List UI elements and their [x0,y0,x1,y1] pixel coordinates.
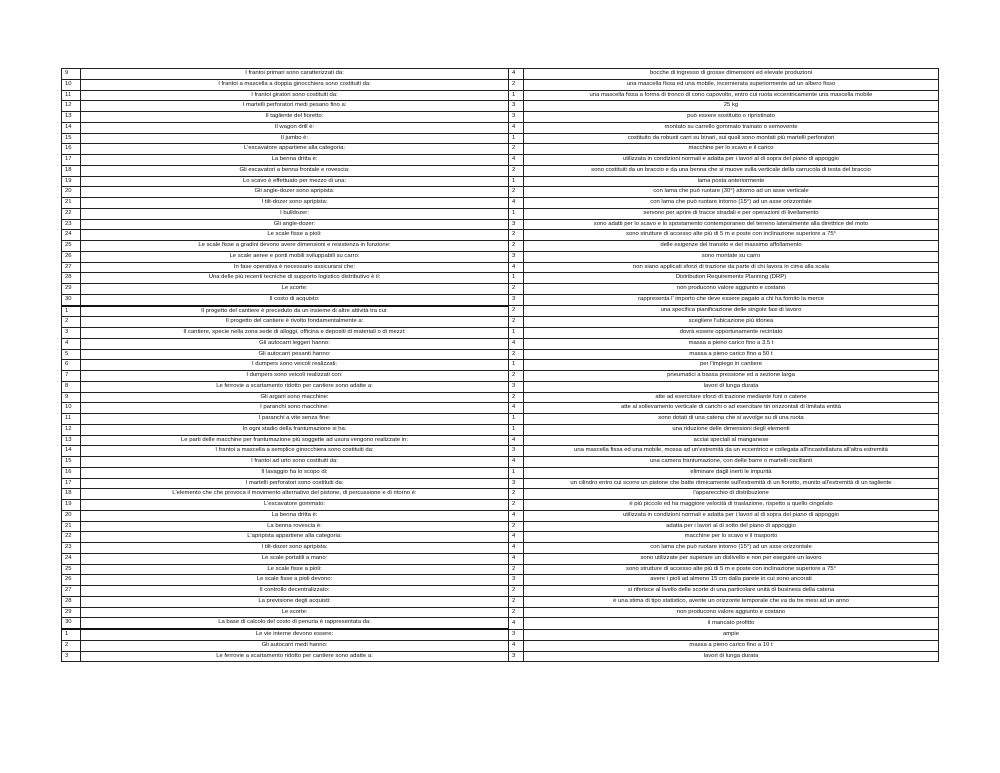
answer-key: 2 [509,489,524,500]
table-row [62,618,939,629]
question-text: Una delle più recenti tecniche di supporto logistico distributivo è il: [81,273,509,284]
table-row [62,198,939,209]
answer-text: una mascella fissa a forma di tronco di cono capovolto, entro cui ruota eccentricamente una mascella mobile [524,90,939,101]
answer-key: 4 [509,155,524,166]
question-number: 24 [62,230,81,241]
question-number: 25 [62,241,81,252]
answer-text: ampie [524,629,939,640]
answer-key: 3 [509,629,524,640]
answer-key: 4 [509,198,524,209]
table-row [62,489,939,500]
answer-text: l'apparecchio di distribuzione [524,489,939,500]
question-text: Le parti delle macchine per frantumazione più soggette ad usura vengono realizzate in: [81,435,509,446]
table-row [62,241,939,252]
table-row [62,424,939,435]
question-text: Le scale fisse a pioli devono: [81,575,509,586]
question-text: I dumpers sono veicoli realizzati: [81,360,509,371]
answer-key: 1 [509,360,524,371]
answer-key: 4 [509,435,524,446]
answer-text: è una stima di tipo statistico, avente un orizzonte temporale che va da tre mesi ad un anno [524,596,939,607]
question-text: L'escavatore gommato: [81,500,509,511]
question-number: 2 [62,640,81,651]
answer-key: 1 [509,328,524,339]
answer-key: 4 [509,338,524,349]
question-text: Gli argani sono macchine: [81,392,509,403]
answer-text: pneumatici a bassa pressione ed a sezione larga [524,371,939,382]
question-number: 14 [62,122,81,133]
table-row [62,586,939,597]
question-number: 21 [62,198,81,209]
answer-key: 3 [509,381,524,392]
table-row [62,371,939,382]
answer-text: sono utilizzate per superare un dislivello e non per eseguire un lavoro [524,553,939,564]
answer-text: utilizzata in condizioni normali e adatta per i lavori al di sopra del piano di appoggio [524,510,939,521]
table-row [62,122,939,133]
answer-text: massa a pieno carico fino a 10 t [524,640,939,651]
question-number: 19 [62,500,81,511]
answer-text: non producono valore aggiunto e costano [524,284,939,295]
table-row [62,467,939,478]
answer-text: eliminare dagli inerti le impurità [524,467,939,478]
answer-text: scegliere l'ubicazione più idonea [524,317,939,328]
question-text: I frantoi ad urto sono costituiti da: [81,457,509,468]
table-row [62,230,939,241]
table-row [62,629,939,640]
question-number: 23 [62,543,81,554]
question-number: 27 [62,262,81,273]
question-text: I martelli perforatori medi pesano fino a: [81,101,509,112]
answer-key: 2 [509,607,524,618]
question-number: 30 [62,294,81,305]
question-text: Le vie interne devono essere: [81,629,509,640]
question-number: 18 [62,489,81,500]
question-number: 18 [62,165,81,176]
table-row [62,478,939,489]
answer-text: sono costituiti da un braccio e da una benna che si muove sulla verticale della carrucola di testa del braccio [524,165,939,176]
question-text: L'elemento che che provoca il movimento alternativo del pistone, di percussione e di ritorno è: [81,489,509,500]
table-row [62,90,939,101]
table-row [62,133,939,144]
answer-text: costituito da robusti carri su binari, sui quali sono montati più martelli perforatori [524,133,939,144]
answer-text: con lama che può ruotare (30°) attorno ad un asse verticale [524,187,939,198]
answer-key: 2 [509,241,524,252]
answer-text: 25 kg [524,101,939,112]
answer-text: massa a pieno carico fino a 3.5 t [524,338,939,349]
answer-text: lama posta anteriormente [524,176,939,187]
question-number: 25 [62,564,81,575]
answer-text: bocche di ingresso di grosse dimensioni ed elevate produzioni [524,69,939,80]
question-number: 2 [62,317,81,328]
answer-key: 2 [509,349,524,360]
table-row [62,349,939,360]
question-text: Il controllo decentralizzato: [81,586,509,597]
answer-text: sono strutture di accesso alte più di 5 m e poste con inclinazione superiore a 75° [524,230,939,241]
question-text: Le scale fisse a gradini devono avere dimensioni e resistenza in funzione: [81,241,509,252]
answer-key: 4 [509,69,524,80]
question-text: I dumpers sono veicoli realizzati con: [81,371,509,382]
question-text: Il cantiere, specie nella zona sede di alloggi, officina e depositi di materiali o di mezzi: [81,328,509,339]
question-text: Il progetto del cantiere è rivolto fondamentalmente a: [81,317,509,328]
question-text: Lo scavo è effettuato per mezzo di una: [81,176,509,187]
question-text: Gli autocarri medi hanno: [81,640,509,651]
question-number: 22 [62,208,81,219]
question-number: 8 [62,381,81,392]
answer-key: 1 [509,176,524,187]
answer-text: il mancato profitto [524,618,939,629]
answer-text: è più piccolo ed ha maggiore velocità di traslazione, rispetto a quello cingolato [524,500,939,511]
table-row [62,294,939,305]
question-text: Il tagliente del fioretto: [81,112,509,123]
question-text: In fase operativa è necessario assicurarsi che: [81,262,509,273]
question-number: 4 [62,338,81,349]
answer-key: 2 [509,521,524,532]
answer-key: 3 [509,112,524,123]
question-number: 1 [62,306,81,317]
question-text: Il lavaggio ha lo scopo di: [81,467,509,478]
table-row [62,543,939,554]
table-row [62,381,939,392]
answer-text: macchine per lo scavo e il trasporto [524,532,939,543]
question-text: Il progetto del cantiere è preceduto da un insieme di altre attività tra cui: [81,306,509,317]
question-text: Gli autocarri pesanti hanno: [81,349,509,360]
answer-key: 3 [509,219,524,230]
question-text: I frantoi giratori sono costituiti da: [81,90,509,101]
answer-key: 4 [509,640,524,651]
answer-key: 4 [509,122,524,133]
answer-text: dovrà essere opportunamente recintato [524,328,939,339]
answer-text: montato su carrello gommato trainato o semovente [524,122,939,133]
table-row [62,165,939,176]
question-number: 13 [62,435,81,446]
answer-key: 3 [509,101,524,112]
question-number: 29 [62,284,81,295]
table-row [62,176,939,187]
table-row [62,596,939,607]
question-number: 10 [62,403,81,414]
answer-key: 4 [509,532,524,543]
table-row [62,317,939,328]
table-row [62,640,939,651]
answer-key: 2 [509,500,524,511]
answer-key: 3 [509,575,524,586]
answer-key: 2 [509,586,524,597]
answer-text: non siano applicati sforzi di trazione da parte di chi lavora in cima alla scala [524,262,939,273]
question-number: 15 [62,457,81,468]
question-number: 12 [62,424,81,435]
question-number: 23 [62,219,81,230]
answer-key: 2 [509,392,524,403]
answer-key: 4 [509,510,524,521]
question-text: Il jumbo è: [81,133,509,144]
answer-key: 4 [509,457,524,468]
answer-text: una mascella fissa ed una mobile, incernierata superiormente ad un albero fisso [524,79,939,90]
answer-text: si riferisce al livello delle scorte di una particolare unità di business della catena [524,586,939,597]
answer-text: sono dotati di una catena che si avvolge su di una ruota [524,414,939,425]
answer-text: una specifica pianificazione delle singole fasi di lavoro [524,306,939,317]
answer-key: 1 [509,133,524,144]
question-text: Le ferrovie a scartamento ridotto per cantiere sono adatte a: [81,381,509,392]
answer-key: 2 [509,306,524,317]
table-row [62,219,939,230]
question-number: 28 [62,273,81,284]
question-number: 16 [62,467,81,478]
answer-text: servono per aprire di tracce stradali e per operazioni di livellamento [524,208,939,219]
question-text: I paranchi sono macchine: [81,403,509,414]
answer-key: 3 [509,651,524,662]
answer-text: delle esigenze del transito e del massimo affollamento [524,241,939,252]
table-row [62,532,939,543]
question-text: Il wagon drill è: [81,122,509,133]
table-row [62,564,939,575]
question-number: 9 [62,69,81,80]
question-text: L'escavatore appartiene alla categoria: [81,144,509,155]
question-number: 6 [62,360,81,371]
answer-text: per l'impiego in cantiere [524,360,939,371]
question-text: Le scale fisse a pioli: [81,230,509,241]
question-number: 20 [62,187,81,198]
table-row [62,360,939,371]
answer-text: può essere sostituito o ripristinato [524,112,939,123]
answer-key: 3 [509,478,524,489]
question-text: L'apripista appartiene alla categoria: [81,532,509,543]
question-text: La previsione degli acquisti: [81,596,509,607]
question-text: Le scale fisse a pioli: [81,564,509,575]
question-number: 15 [62,133,81,144]
answer-key: 1 [509,273,524,284]
answer-key: 4 [509,262,524,273]
question-text: Le scorte: [81,607,509,618]
answer-key: 2 [509,187,524,198]
answer-text: non producono valore aggiunto e costano [524,607,939,618]
answer-text: adatta per i lavori al di sotto del piano di appoggio [524,521,939,532]
question-number: 11 [62,414,81,425]
answer-text: una riduzione delle dimensioni degli elementi [524,424,939,435]
answer-key: 2 [509,284,524,295]
question-text: La benna dritta è: [81,155,509,166]
table-row [62,328,939,339]
question-number: 9 [62,392,81,403]
answer-text: sono montate su carro [524,251,939,262]
table-row [62,521,939,532]
answer-text: una camera frantumazione, con delle barre o martelli oscillanti [524,457,939,468]
question-text: I frantoi a mascella a semplice ginocchiera sono costituiti da: [81,446,509,457]
answer-text: lavori di lunga durata [524,651,939,662]
table-row [62,112,939,123]
table-row [62,607,939,618]
answer-text: rappresenta l' importo che deve essere pagato a chi ha fornito la merce [524,294,939,305]
table-row [62,414,939,425]
answer-key: 4 [509,543,524,554]
answer-key: 4 [509,553,524,564]
question-number: 19 [62,176,81,187]
question-number: 7 [62,371,81,382]
question-text: Gli angle-dozer sono apripista: [81,187,509,198]
table-row [62,262,939,273]
answer-key: 1 [509,414,524,425]
question-number: 3 [62,328,81,339]
question-number: 13 [62,112,81,123]
answer-text: una mascella fissa ed una mobile, mossa ad un'estremità da un eccentrico e collegata all'incastellatura all'altra estremità [524,446,939,457]
answer-text: atte al sollevamento verticale di carichi o ad esercitare tiri orizzontali di limitata entità [524,403,939,414]
question-number: 21 [62,521,81,532]
question-number: 10 [62,79,81,90]
table-row [62,101,939,112]
answer-key: 3 [509,251,524,262]
answer-text: utilizzata in condizioni normali e adatta per i lavori al di sopra del piano di appoggio [524,155,939,166]
answer-key: 1 [509,467,524,478]
quiz-answer-table-body [62,69,939,662]
question-text: I frantoi a mascella a doppia ginocchiera sono costituiti da: [81,79,509,90]
question-number: 3 [62,651,81,662]
question-text: I tilt-dozer sono apripista: [81,198,509,209]
question-number: 1 [62,629,81,640]
question-number: 12 [62,101,81,112]
answer-key: 2 [509,596,524,607]
table-row [62,446,939,457]
answer-text: acciai speciali al manganese [524,435,939,446]
question-text: La benna dritta è: [81,510,509,521]
table-row [62,208,939,219]
question-text: Il costo di acquisto: [81,294,509,305]
answer-text: con lama che può ruotare intorno (15°) ad un asse orizzontale [524,543,939,554]
question-number: 26 [62,575,81,586]
answer-text: sono strutture di accesso alte più di 5 m e poste con inclinazione superiore a 75° [524,564,939,575]
answer-key: 2 [509,165,524,176]
table-row [62,500,939,511]
question-text: Le scale aeree e ponti mobili sviluppabili su carro: [81,251,509,262]
question-text: I tilt-dozer sono apripista: [81,543,509,554]
answer-key: 1 [509,90,524,101]
question-number: 26 [62,251,81,262]
answer-key: 1 [509,208,524,219]
question-number: 17 [62,478,81,489]
question-number: 24 [62,553,81,564]
question-text: Gli autocarri leggeri hanno: [81,338,509,349]
answer-key: 2 [509,79,524,90]
quiz-answer-table [61,68,939,662]
table-row [62,510,939,521]
table-row [62,155,939,166]
table-row [62,403,939,414]
answer-text: sono adatti per lo scavo e lo spostamento contemporaneo del terreno lateralmente alla direttrice del moto [524,219,939,230]
answer-key: 2 [509,144,524,155]
answer-text: atte ad esercitare sforzi di trazione mediante funi o catene [524,392,939,403]
table-row [62,144,939,155]
question-text: In ogni stadio della frantumazione si ha: [81,424,509,435]
table-row [62,284,939,295]
question-text: Le scorte: [81,284,509,295]
table-row [62,435,939,446]
answer-key: 1 [509,424,524,435]
table-row [62,187,939,198]
question-number: 22 [62,532,81,543]
table-row [62,338,939,349]
table-row [62,79,939,90]
question-text: I frantoi primari sono caratterizzati da: [81,69,509,80]
answer-key: 2 [509,564,524,575]
answer-key: 2 [509,371,524,382]
answer-text: avere i pioli ad almeno 15 cm dalla parete in cui sono ancorati [524,575,939,586]
table-row [62,251,939,262]
question-number: 16 [62,144,81,155]
answer-key: 4 [509,403,524,414]
answer-key: 4 [509,618,524,629]
answer-key: 3 [509,294,524,305]
question-number: 20 [62,510,81,521]
question-number: 30 [62,618,81,629]
question-text: Le ferrovie a scartamento ridotto per cantiere sono adatte a: [81,651,509,662]
question-text: La base di calcolo del costo di penuria è rappresentata da: [81,618,509,629]
question-text: Gli escavatori a benna frontale e rovescia: [81,165,509,176]
question-number: 27 [62,586,81,597]
question-text: I paranchi a vite senza fine: [81,414,509,425]
table-row [62,457,939,468]
answer-text: Distribution Requirements Planning (DRP) [524,273,939,284]
question-number: 11 [62,90,81,101]
question-text: I martelli perforatori sono costituiti da: [81,478,509,489]
table-row [62,575,939,586]
answer-key: 2 [509,317,524,328]
answer-key: 2 [509,230,524,241]
answer-text: macchine per lo scavo e il carico [524,144,939,155]
answer-text: con lama che può ruotare intorno (15°) ad un asse orizzontale [524,198,939,209]
table-row [62,306,939,317]
table-row [62,392,939,403]
question-number: 5 [62,349,81,360]
question-number: 28 [62,596,81,607]
question-number: 29 [62,607,81,618]
question-text: I bulldozer: [81,208,509,219]
answer-text: un cilindro entro cui scorre un pistone che batte ritmicamente sull'estremità di un fioretto, munito all'estremità di un tagliente [524,478,939,489]
table-row [62,651,939,662]
table-row [62,273,939,284]
table-row [62,553,939,564]
table-row [62,69,939,80]
question-text: Le scale portatili a mano: [81,553,509,564]
answer-text: lavori di lunga durata [524,381,939,392]
question-number: 14 [62,446,81,457]
answer-key: 3 [509,446,524,457]
question-text: La benna rovescia è: [81,521,509,532]
question-number: 17 [62,155,81,166]
question-text: Gli angle-dozer: [81,219,509,230]
answer-text: massa a pieno carico fino a 50 t [524,349,939,360]
